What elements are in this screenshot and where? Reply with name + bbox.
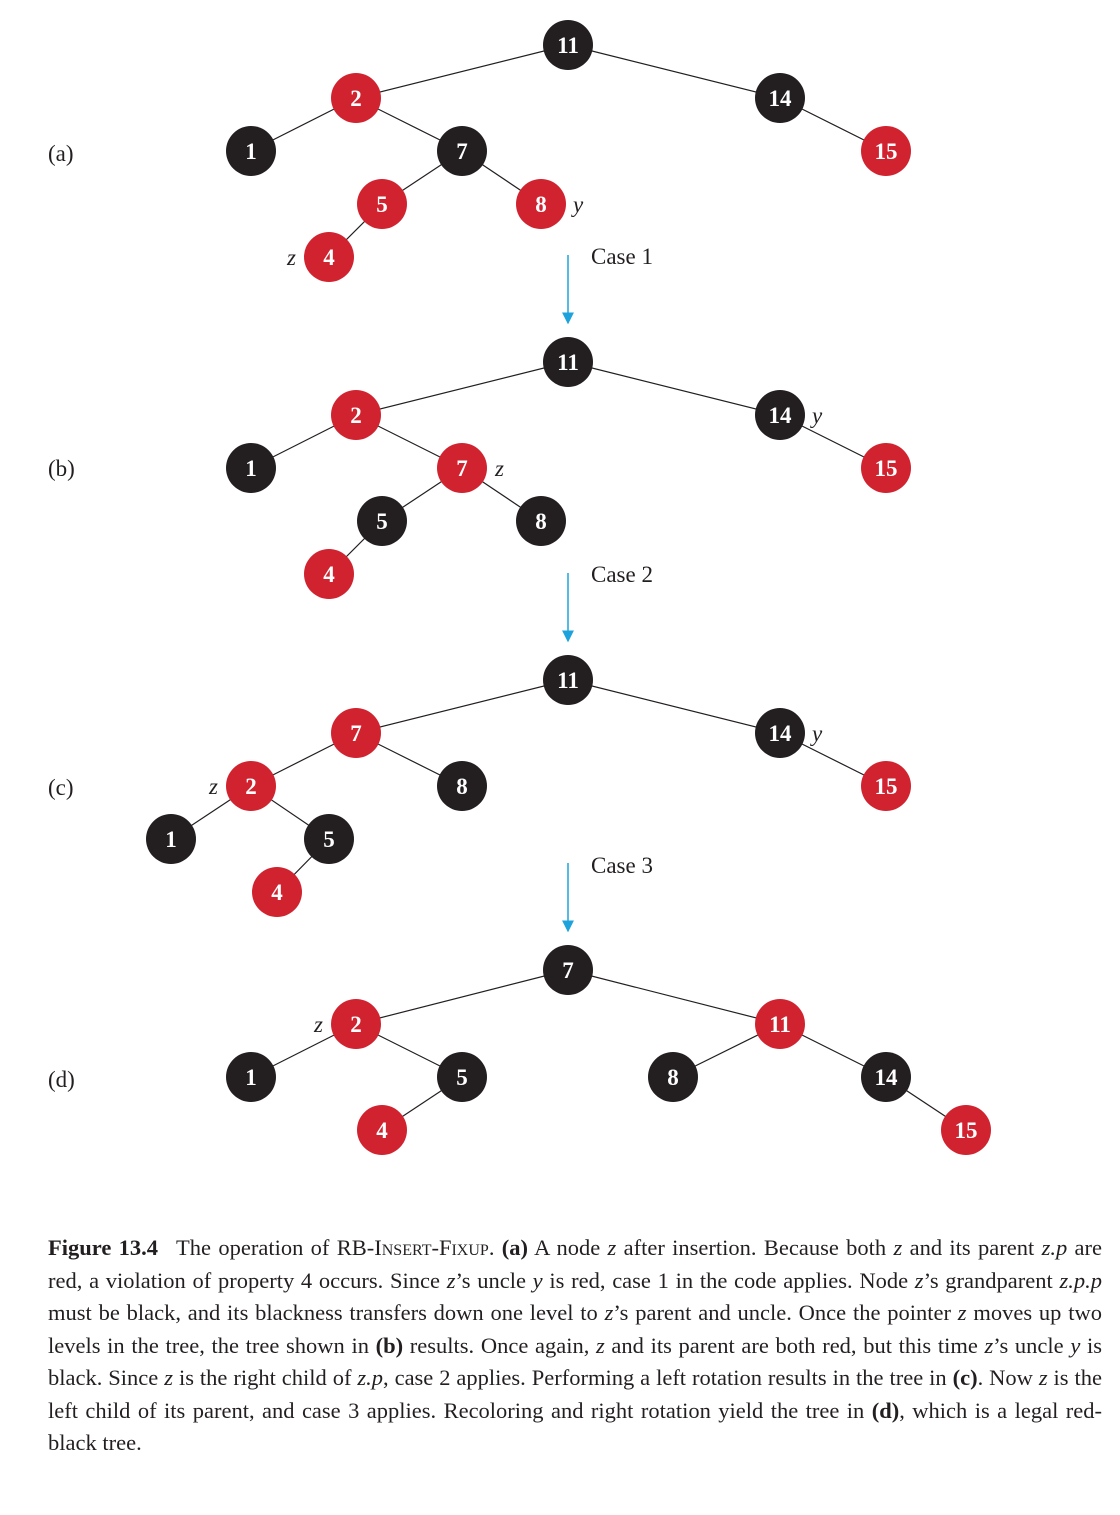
tree-node-d-8 (648, 1052, 698, 1102)
procedure-name: RB-Insert-Fixup (336, 1235, 489, 1260)
node-key: 1 (165, 827, 177, 852)
tree-edge (568, 362, 780, 415)
tree-node-b-11 (543, 337, 593, 387)
panel-label-b: (b) (48, 456, 75, 481)
node-key: 2 (350, 1012, 362, 1037)
node-key: 7 (350, 721, 362, 746)
tree-node-b-2 (331, 390, 381, 440)
node-key: 5 (376, 509, 388, 534)
node-key: 4 (323, 245, 335, 270)
tree-node-d-1 (226, 1052, 276, 1102)
panel-label-d: (d) (48, 1067, 75, 1092)
tree-node-a-1 (226, 126, 276, 176)
tree-node-c-11 (543, 655, 593, 705)
node-key: 8 (456, 774, 468, 799)
tree-node-b-7 (437, 443, 504, 493)
node-key: 11 (769, 1012, 791, 1037)
node-key: 2 (350, 86, 362, 111)
tree-node-a-7 (437, 126, 487, 176)
tree-node-b-1 (226, 443, 276, 493)
case-label-3: Case 3 (591, 853, 653, 878)
node-key: 4 (271, 880, 283, 905)
panel-label-a: (a) (48, 141, 74, 166)
tree-node-c-5 (304, 814, 354, 864)
node-key: 2 (350, 403, 362, 428)
tree-node-c-2 (208, 761, 276, 811)
tree-node-d-14 (861, 1052, 911, 1102)
node-key: 5 (456, 1065, 468, 1090)
tree-node-a-4 (286, 232, 354, 282)
tree-node-a-11 (543, 20, 593, 70)
figure-caption (48, 1232, 1102, 1460)
node-key: 5 (323, 827, 335, 852)
node-key: 1 (245, 1065, 257, 1090)
node-key: 14 (768, 86, 792, 111)
tree-edge (568, 45, 780, 98)
caption-text: Figure 13.4 The operation of RB-Insert-Fixup. (a) A node z after insertion. Because both z and its parent z.p are red, a violation of property 4 occurs. Since z’s uncle y is red, case 1 in the code applies. Node z’s grandparent z.p.p must be black, and its blackness transfers down one level to z’s parent and uncle. Once the pointer z moves up two levels in the tree, the tree shown in (b) results. Once again, z and its parent are both red, but this time z’s uncle y is black. Since z is the right child of z.p, case 2 applies. Performing a left rotation results in the tree in (c). Now z is the left child of its parent, and case 3 applies. Recoloring and right rotation yield the tree in (d), which is a legal red-black tree. (48, 1235, 1103, 1455)
node-key: 1 (245, 139, 257, 164)
tree-node-a-8 (516, 179, 584, 229)
tree-edge (356, 45, 568, 98)
node-key: 8 (667, 1065, 679, 1090)
node-key: 15 (874, 456, 898, 481)
node-key: 14 (874, 1065, 898, 1090)
node-key: 7 (456, 456, 468, 481)
tree-node-b-15 (861, 443, 911, 493)
tree-node-c-4 (252, 867, 302, 917)
node-key: 7 (456, 139, 468, 164)
tree-edge (356, 970, 568, 1024)
tree-node-b-4 (304, 549, 354, 599)
tree-node-a-2 (331, 73, 381, 123)
tree-edge (356, 362, 568, 415)
node-key: 8 (535, 192, 547, 217)
tree-node-c-15 (861, 761, 911, 811)
pointer-z-label: z (314, 1012, 323, 1037)
tree-node-d-15 (941, 1105, 991, 1155)
pointer-z-label: z (287, 245, 296, 270)
node-key: 7 (562, 958, 574, 983)
node-key: 15 (954, 1118, 978, 1143)
node-key: 11 (557, 668, 579, 693)
node-key: 11 (557, 350, 579, 375)
node-key: 14 (768, 403, 792, 428)
tree-node-b-8 (516, 496, 566, 546)
node-key: 1 (245, 456, 257, 481)
caption-title: Figure 13.4 (48, 1235, 159, 1260)
pointer-y-label: y (812, 721, 823, 746)
tree-node-c-7 (331, 708, 381, 758)
pointer-z-label: z (495, 456, 504, 481)
tree-node-d-11 (755, 999, 805, 1049)
tree-node-c-8 (437, 761, 487, 811)
pointer-z-label: z (209, 774, 218, 799)
tree-node-d-5 (437, 1052, 487, 1102)
tree-node-d-4 (357, 1105, 407, 1155)
tree-edge (568, 680, 780, 733)
tree-node-d-2 (313, 999, 381, 1049)
tree-node-a-14 (755, 73, 805, 123)
tree-edge (568, 970, 780, 1024)
tree-node-c-1 (146, 814, 196, 864)
node-key: 4 (376, 1118, 388, 1143)
tree-node-d-7 (543, 945, 593, 995)
node-key: 15 (874, 139, 898, 164)
tree-node-a-5 (357, 179, 407, 229)
node-key: 4 (323, 562, 335, 587)
node-key: 5 (376, 192, 388, 217)
panel-label-c: (c) (48, 775, 74, 800)
node-key: 2 (245, 774, 257, 799)
node-key: 8 (535, 509, 547, 534)
case-label-2: Case 2 (591, 562, 653, 587)
pointer-y-label: y (812, 403, 823, 428)
tree-edge (356, 680, 568, 733)
case-label-1: Case 1 (591, 244, 653, 269)
tree-node-c-14 (755, 708, 823, 758)
node-key: 14 (768, 721, 792, 746)
tree-node-a-15 (861, 126, 911, 176)
node-key: 11 (557, 33, 579, 58)
tree-node-b-14 (755, 390, 823, 440)
pointer-y-label: y (573, 192, 584, 217)
tree-node-b-5 (357, 496, 407, 546)
node-key: 15 (874, 774, 898, 799)
